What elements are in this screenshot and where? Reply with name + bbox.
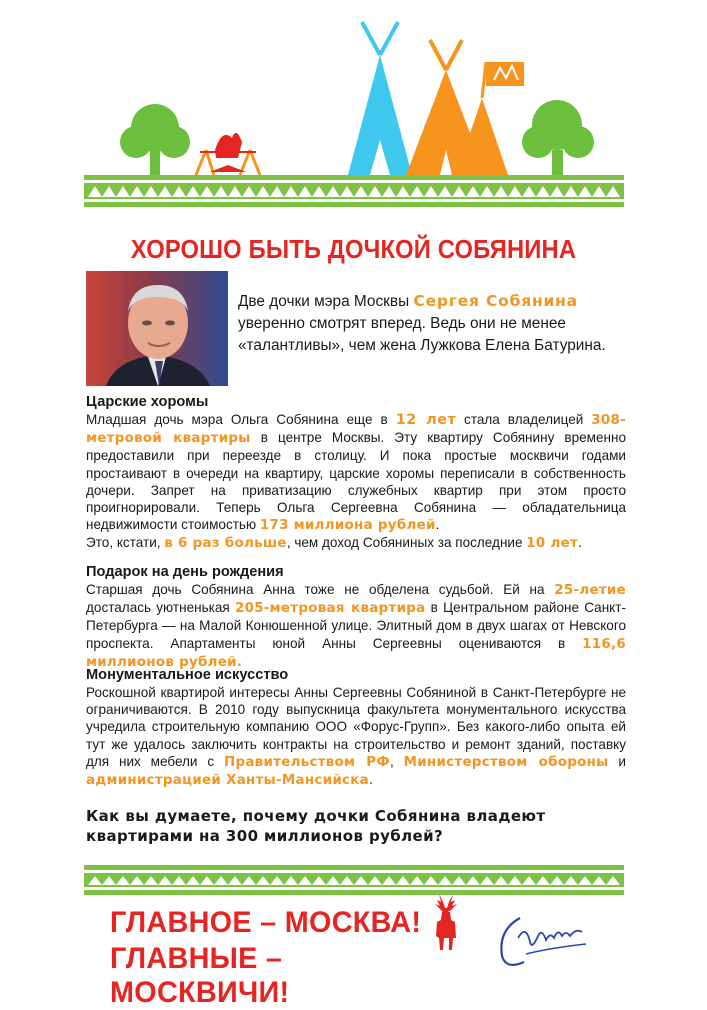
portrait-photo: [86, 271, 228, 386]
campfire-icon: [196, 133, 260, 175]
highlight-text: администрацией Ханты-Мансийска: [86, 773, 369, 789]
slogan-line-2: ГЛАВНЫЕ – МОСКВИЧИ!: [110, 942, 290, 1009]
ornament-band-top: [84, 175, 624, 207]
body-text: .: [578, 535, 582, 551]
highlight-text: 173 миллиона рублей: [259, 518, 436, 534]
body-text: в центре Москвы. Эту квартиру Собянину временно предоставили при переезде в столицу. И пока простые москвичи годами простаивают в очереди на квартиру, царские хоромы переписали в собственность дочери. Запрет на приватизацию служебных квартир при этом просто проигнорировали. Теперь Ольга Сергеевна Собянина — обладательница недвижимости стоимостью: [86, 430, 626, 533]
body-text: Это, кстати,: [86, 535, 165, 551]
body-text: Старшая дочь Собянина Анна тоже не обделена судьбой. Ей на: [86, 582, 555, 597]
body-text: , чем доход Собяниных за последние: [286, 535, 527, 551]
highlight-text: 308-метровой квартиры: [86, 413, 626, 447]
intro-text: уверенно смотрят вперед. Ведь они не менее «талантливы», чем жена Лужкова Елена Батурина.: [238, 315, 606, 354]
section-body: [86, 534, 626, 552]
teepee-icon-cyan: [348, 22, 412, 175]
closing-question: Как вы думаете, почему дочки Собянина владеют квартирами на 300 миллионов рублей?: [86, 807, 546, 845]
highlight-text: 12 лет: [395, 411, 457, 428]
section-heading: Царские хоромы: [86, 394, 209, 410]
section-body: [86, 581, 626, 671]
tree-icon-left: [120, 104, 190, 175]
body-text: Младшая дочь мэра Ольга Собянина еще в: [86, 412, 396, 427]
section-heading: Монументальное искусство: [86, 667, 289, 683]
body-text: в Центральном районе Санкт-Петербурга — на Малой Конюшенной улице. Элитный дом в двух шагах от Невского проспекта. Апартаменты юной Анны Сергеевны оцениваются в: [86, 600, 626, 651]
body-text: ,: [390, 753, 404, 769]
section-body: [86, 411, 626, 534]
highlight-text: 25-летие: [554, 583, 626, 598]
ornament-band-bottom: [0, 865, 707, 895]
page-title: ХОРОШО БЫТЬ ДОЧКОЙ СОБЯНИНА: [130, 236, 577, 264]
tree-icon-right: [522, 100, 594, 175]
body-text: досталась уютненькая: [86, 600, 235, 616]
highlight-text: 205-метровая квартира: [234, 601, 426, 617]
mayor-name-highlight: Сергея Собянина: [413, 292, 578, 310]
body-text: Роскошной квартирой интересы Анны Сергеевны Собяниной в Санкт-Петербурге не ограничиваются. В 2010 году выпускница факультета монументального искусства учредила строительную компанию ООО «Форус-Групп». Без какого-либо опыта ей тут же удалось заключить контракты на строительство и ремонт зданий, поставку для них мебели с: [86, 685, 626, 769]
section-body: [86, 684, 626, 789]
highlight-text: в 6 раз больше: [164, 536, 287, 552]
highlight-text: 116,6 миллионов рублей.: [86, 636, 626, 670]
section-podarok: [86, 563, 626, 671]
signature-image: [490, 898, 600, 978]
highlight-text: 10 лет: [526, 536, 579, 552]
section-heading: Подарок на день рождения: [86, 564, 284, 580]
body-text: .: [435, 517, 440, 533]
deer-icon: [425, 892, 467, 954]
intro-paragraph: [238, 290, 628, 357]
header-illustration: [0, 0, 707, 235]
body-text: стала владелицей: [456, 412, 592, 427]
section-tsarskie-khoromy: [86, 393, 626, 553]
teepee-flag-icon: [456, 62, 524, 175]
body-text: .: [369, 772, 373, 788]
slogan-line-1: ГЛАВНОЕ – МОСКВА!: [110, 906, 422, 939]
highlight-text: Правительством РФ: [223, 754, 391, 770]
highlight-text: Министерством обороны: [403, 754, 609, 770]
body-text: и: [608, 753, 626, 769]
section-monumentalnoe: [86, 666, 626, 789]
intro-text: Две дочки мэра Москвы: [238, 293, 414, 310]
